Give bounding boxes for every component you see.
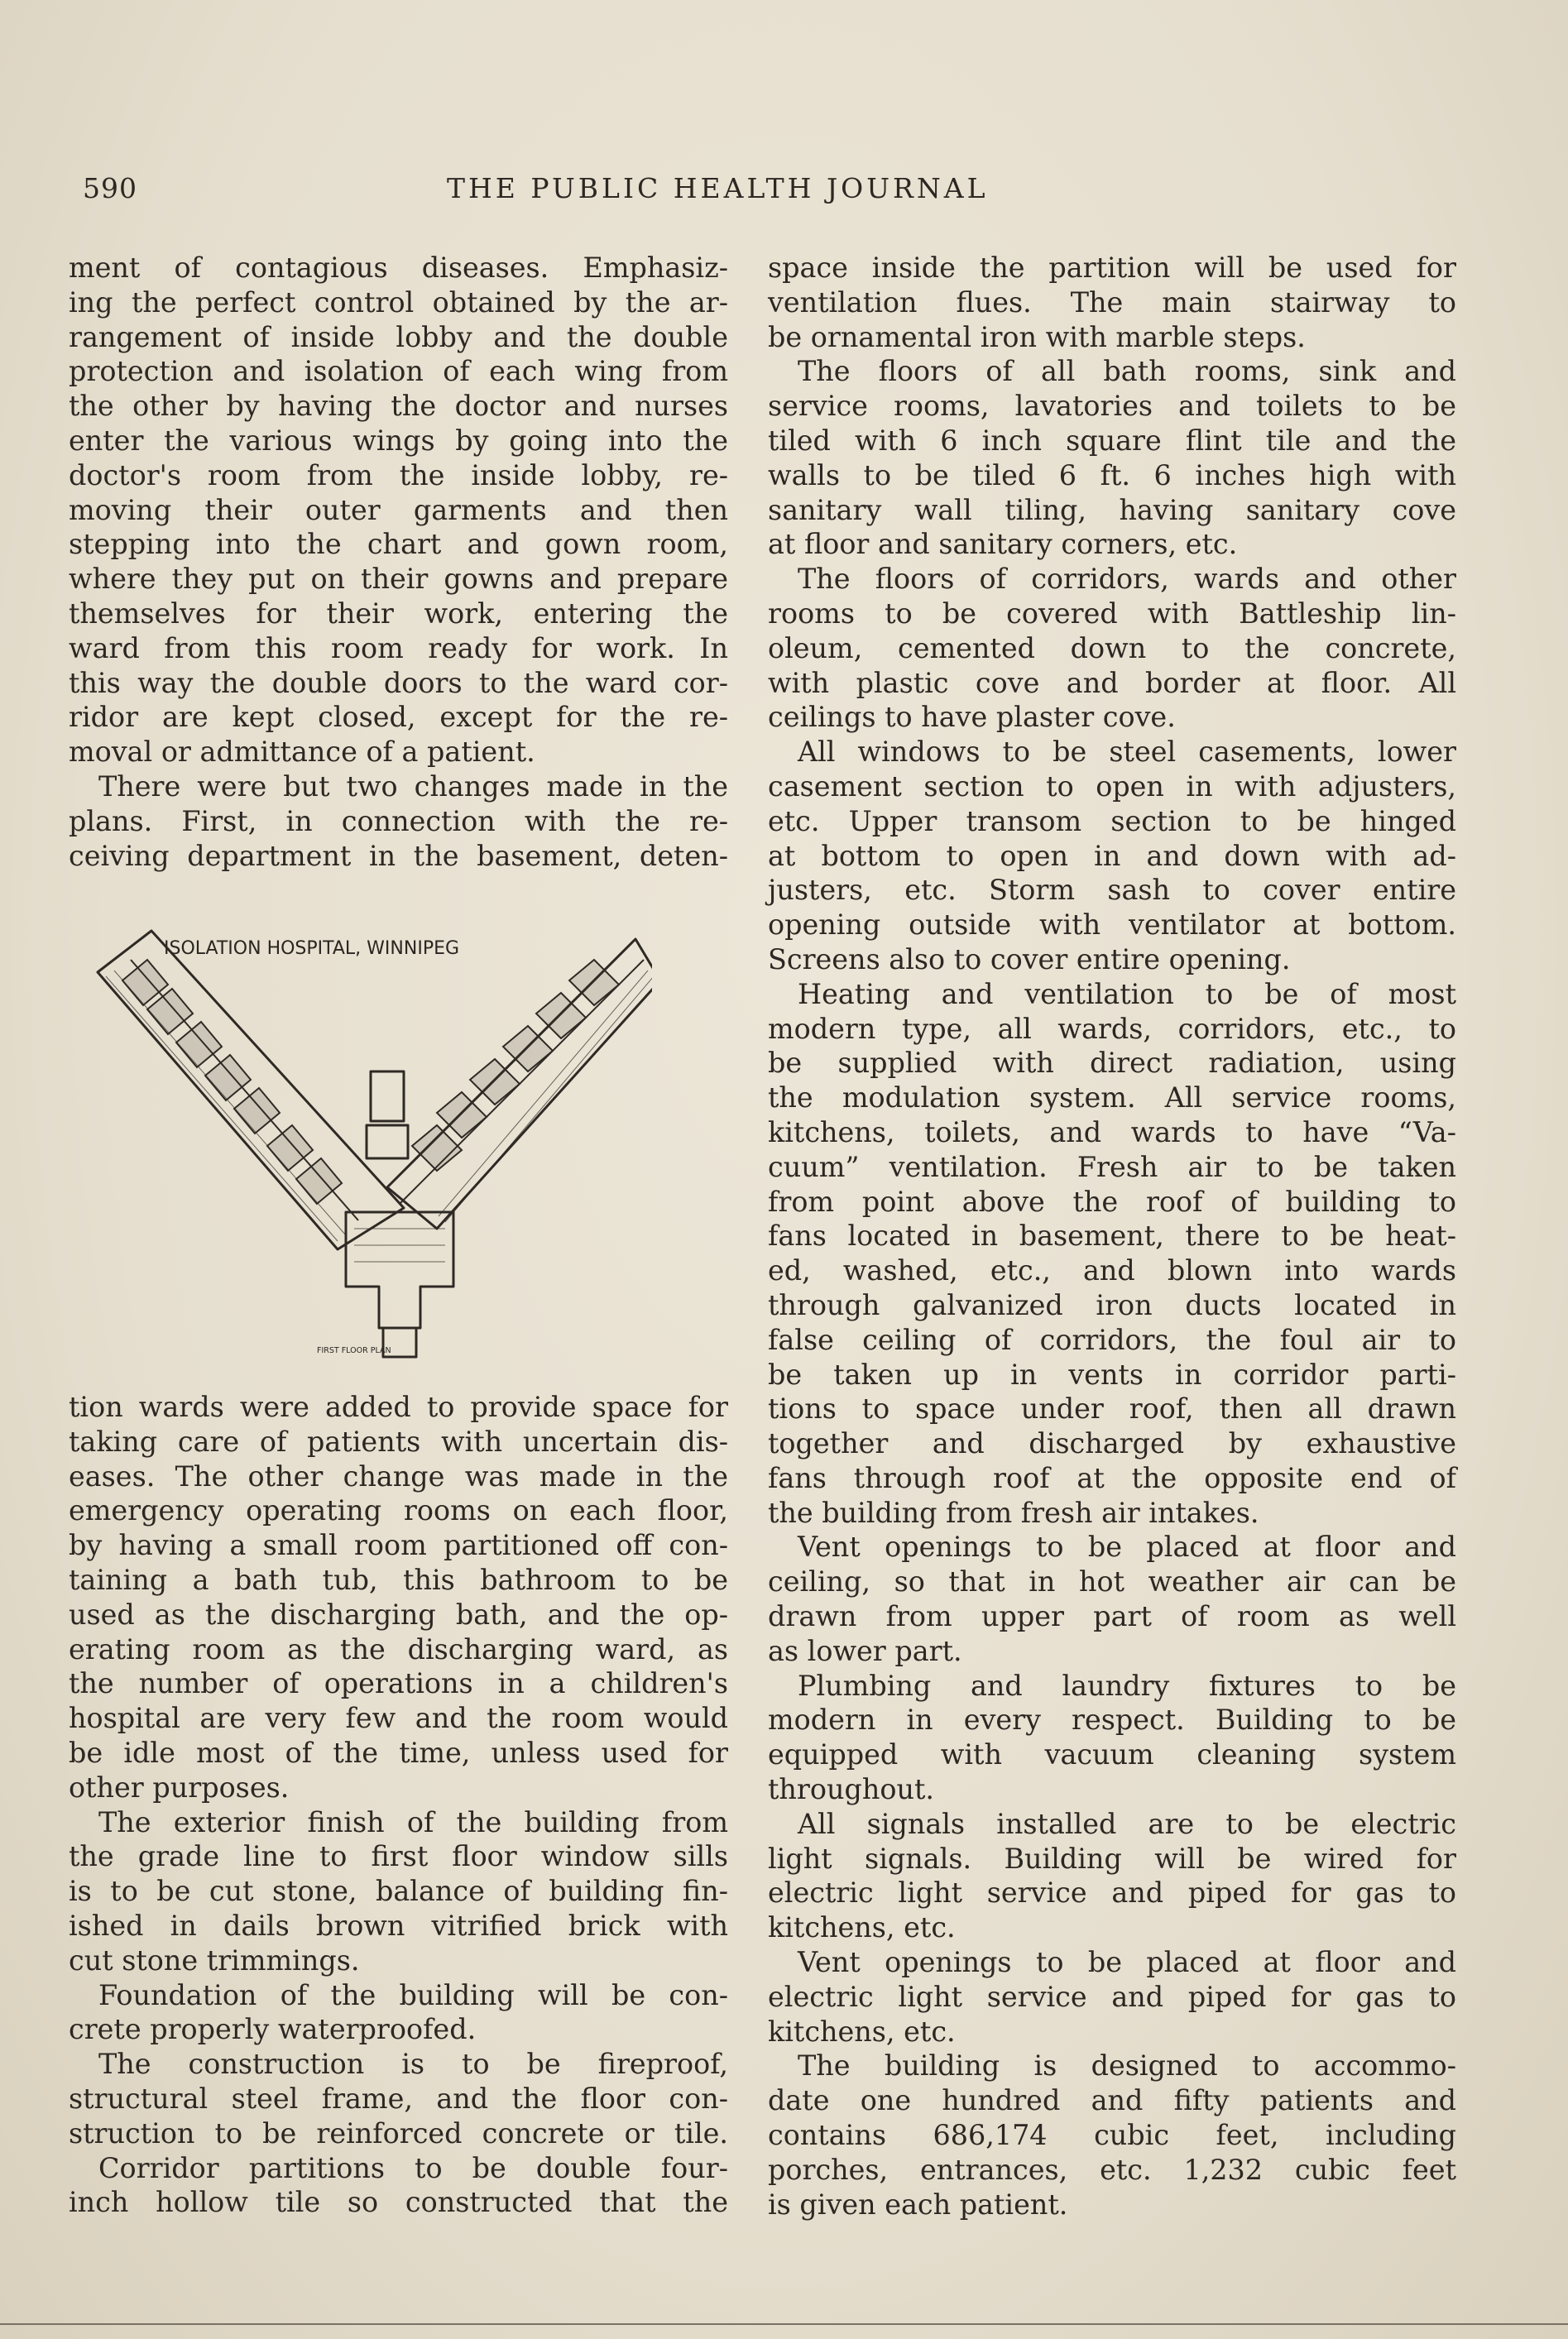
text-line: service rooms, lavatories and toilets to be [768,390,1456,423]
text-line: doctor's room from the inside lobby, re- [69,458,728,491]
left-column-lower [69,1390,728,2220]
text-line: ment of contagious diseases. Emphasiz- [69,252,728,284]
text-line: where they put on their gowns and prepare [69,563,728,596]
text-line: fans located in basement, there to be heat- [768,1220,1456,1253]
text-line: The construction is to be fireproof, [98,2048,728,2081]
figure-title: ISOLATION HOSPITAL, WINNIPEG [164,938,460,959]
text-line: the other by having the doctor and nurses [69,390,728,423]
text-line: light signals. Building will be wired for [768,1842,1456,1875]
text-line: ward from this room ready for work. In [69,631,728,664]
text-line: rooms to be covered with Battleship lin- [768,597,1456,630]
text-line: as lower part. [768,1634,962,1667]
text-line: throughout. [768,1773,935,1806]
text-line: emergency operating rooms on each floor, [69,1494,728,1527]
text-line: taking care of patients with uncertain dis- [69,1425,728,1458]
text-line: be taken up in vents in corridor parti- [768,1358,1456,1391]
text-line: ished in dails brown vitrified brick with [69,1909,728,1942]
text-line: Heating and ventilation to be of most [798,977,1456,1010]
text-line: structural steel frame, and the floor con- [69,2082,728,2115]
text-line: enter the various wings by going into the [69,424,728,457]
text-line: struction to be reinforced concrete or tile. [69,2116,728,2150]
text-line: rangement of inside lobby and the double [69,320,728,353]
figure-caption: FIRST FLOOR PLAN [317,1346,391,1355]
text-line: All signals installed are to be electric [798,1807,1456,1840]
text-line: stepping into the chart and gown room, [69,528,728,561]
text-line: taining a bath tub, this bathroom to be [69,1563,728,1596]
text-line: All windows to be steel casements, lower [798,736,1456,769]
text-line: The building is designed to accommo- [798,2049,1456,2083]
text-line: drawn from upper part of room as well [768,1600,1456,1633]
page-bottom-edge [0,2323,1568,2325]
text-line: modern in every respect. Building to be [768,1704,1456,1737]
text-line: Vent openings to be placed at floor and [798,1531,1456,1564]
text-line: Plumbing and laundry fixtures to be [798,1669,1456,1702]
text-line: The exterior finish of the building from [98,1805,728,1838]
text-line: eases. The other change was made in the [69,1459,728,1493]
text-line: porches, entrances, etc. 1,232 cubic feet [768,2153,1456,2186]
text-line: space inside the partition will be used for [768,252,1456,284]
text-line: sanitary wall tiling, having sanitary cove [768,493,1456,526]
text-line: kitchens, etc. [768,1911,956,1944]
text-line: casement section to open in with adjusters, [768,769,1456,803]
text-line: erating room as the discharging ward, as [69,1632,728,1666]
text-line: the grade line to first floor window sills [69,1840,728,1873]
text-line: cuum” ventilation. Fresh air to be taken [768,1150,1456,1183]
right-column [768,251,1456,2222]
text-line: ridor are kept closed, except for the re- [69,701,728,734]
text-line: modern type, all wards, corridors, etc., to [768,1012,1456,1045]
text-line: ceilings to have plaster cove. [768,701,1176,734]
text-line: justers, etc. Storm sash to cover entire [768,874,1456,907]
text-line: crete properly waterproofed. [69,2013,477,2046]
running-title: THE PUBLIC HEALTH JOURNAL [447,172,989,204]
text-line: protection and isolation of each wing from [69,355,728,388]
text-line: walls to be tiled 6 ft. 6 inches high with [768,458,1456,491]
text-line: electric light service and piped for gas to [768,1980,1456,2013]
text-line: Foundation of the building will be con- [98,1978,728,2011]
text-line: Screens also to cover entire opening. [768,942,1291,975]
text-line: Corridor partitions to be double four- [98,2151,728,2184]
text-line: tion wards were added to provide space for [69,1391,728,1423]
text-line: with plastic cove and border at floor. All [768,666,1456,699]
floor-plan-figure [73,914,652,1365]
text-line: etc. Upper transom section to be hinged [768,804,1456,837]
text-line: is given each patient. [768,2188,1068,2221]
page-header [83,172,1485,213]
text-line: There were but two changes made in the [98,769,728,803]
text-line: ceiling, so that in hot weather air can be [768,1565,1456,1598]
text-line: used as the discharging bath, and the op- [69,1598,728,1631]
text-line: by having a small room partitioned off con- [69,1529,728,1562]
text-line: from point above the roof of building to [768,1185,1456,1218]
text-line: cut stone trimmings. [69,1944,360,1977]
text-line: at bottom to open in and down with ad- [768,839,1456,872]
text-line: plans. First, in connection with the re- [69,804,728,837]
text-line: through galvanized iron ducts located in [768,1288,1456,1321]
text-line: moval or admittance of a patient. [69,736,535,769]
text-line: The floors of corridors, wards and other [798,563,1456,596]
text-line: electric light service and piped for gas to [768,1876,1456,1910]
text-line: themselves for their work, entering the [69,597,728,630]
text-line: The floors of all bath rooms, sink and [798,355,1456,388]
text-line: tiled with 6 inch square flint tile and the [768,424,1456,457]
text-line: false ceiling of corridors, the foul air to [768,1323,1456,1356]
text-line: tions to space under roof, then all drawn [768,1392,1456,1426]
text-line: ing the perfect control obtained by the ar- [69,285,728,319]
text-line: at floor and sanitary corners, etc. [768,528,1238,561]
text-line: be supplied with direct radiation, using [768,1047,1456,1080]
text-line: the building from fresh air intakes. [768,1496,1259,1529]
text-line: hospital are very few and the room would [69,1702,728,1735]
floor-plan-drawing [73,914,652,1365]
text-line: Vent openings to be placed at floor and [798,1946,1456,1979]
text-line: kitchens, toilets, and wards to have “Va- [768,1115,1456,1148]
text-line: opening outside with ventilator at bottom. [768,908,1456,942]
text-line: be ornamental iron with marble steps. [768,320,1306,353]
text-line: ed, washed, etc., and blown into wards [768,1254,1456,1287]
text-line: the number of operations in a children's [69,1667,728,1700]
text-line: the modulation system. All service rooms, [768,1081,1456,1114]
text-line: other purposes. [69,1771,290,1804]
text-line: together and discharged by exhaustive [768,1427,1456,1460]
text-line: equipped with vacuum cleaning system [768,1738,1456,1771]
text-line: this way the double doors to the ward cor- [69,666,728,699]
text-line: kitchens, etc. [768,2015,956,2048]
text-line: is to be cut stone, balance of building fin- [69,1875,728,1908]
text-line: oleum, cemented down to the concrete, [768,631,1456,664]
text-line: fans through roof at the opposite end of [768,1461,1456,1494]
text-line: moving their outer garments and then [69,493,728,526]
text-line: contains 686,174 cubic feet, including [768,2119,1456,2152]
text-line: ceiving department in the basement, deten- [69,839,728,872]
text-line: be idle most of the time, unless used for [69,1736,728,1769]
text-line: date one hundred and fifty patients and [768,2084,1456,2117]
text-line: inch hollow tile so constructed that the [69,2186,728,2219]
text-line: ventilation flues. The main stairway to [768,285,1456,319]
page-number: 590 [83,172,137,204]
